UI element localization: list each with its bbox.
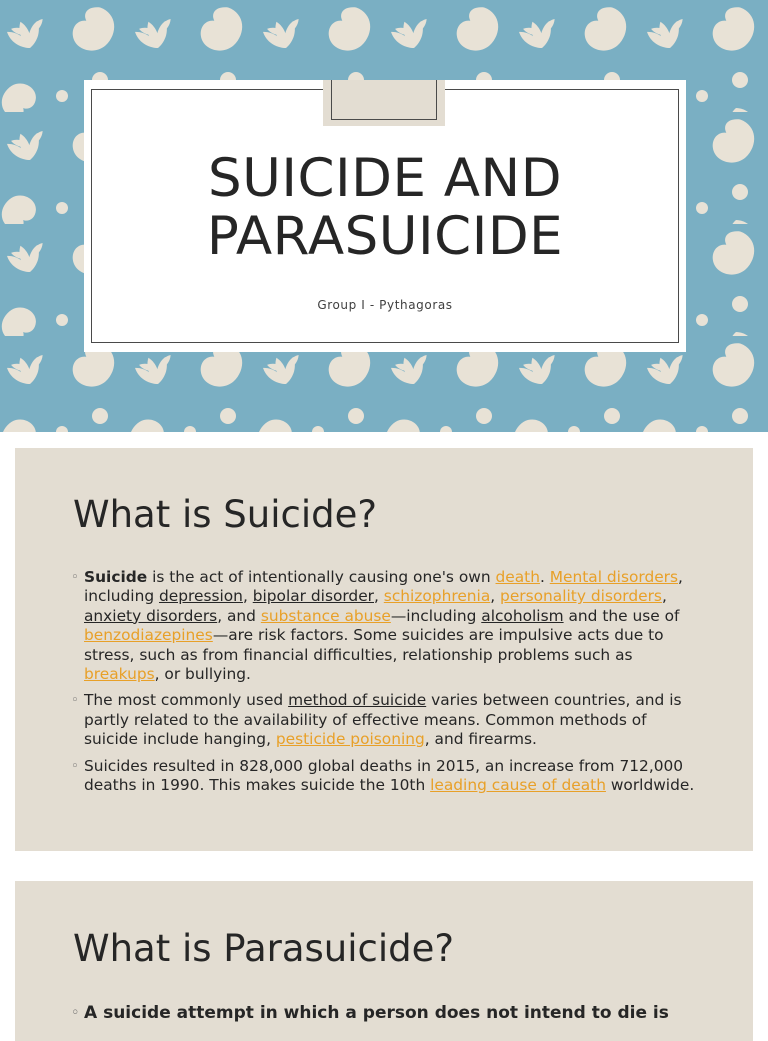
slide-heading: What is Suicide? — [73, 493, 378, 536]
link-benzodiazepines[interactable]: benzodiazepines — [84, 626, 213, 645]
link-breakups[interactable]: breakups — [84, 665, 155, 684]
link-schizophrenia[interactable]: schizophrenia — [383, 587, 491, 606]
page-title — [84, 150, 686, 266]
slide-heading: What is Parasuicide? — [73, 927, 455, 970]
bold-term: Suicide — [84, 568, 148, 586]
bold-definition: A suicide attempt in which a person does not intend to die is — [84, 1003, 669, 1023]
link-death[interactable]: death — [495, 568, 540, 586]
title-line-2: PARASUICIDE — [206, 206, 564, 267]
link-bipolar-disorder[interactable]: bipolar disorder — [252, 587, 374, 606]
title-card — [84, 80, 686, 352]
link-method-of-suicide[interactable]: method of suicide — [288, 691, 427, 710]
card-top-tab — [323, 80, 445, 126]
bullet-list — [73, 568, 698, 802]
link-leading-cause-of-death[interactable]: leading cause of death — [430, 776, 606, 795]
bullet-item: ◦ Suicides resulted in 828,000 global deaths in 2015, an increase from 712,000 deaths in 1990. This makes suicide the 10th leading cause of death worldwide. — [73, 757, 698, 796]
link-pesticide-poisoning[interactable]: pesticide poisoning — [275, 730, 425, 749]
slide-what-is-suicide — [15, 448, 753, 851]
bullet-item: ◦ Suicide is the act of intentionally causing one's own death. Mental disorders, including depression, bipolar disorder, schizophrenia, personality disorders, anxiety disorders, and substance abuse—including alcoholism and the use of benzodiazepines—are risk factors. Some suicides are impulsive acts due to stress, such as from financial difficulties, relationship problems such as breakups, or bullying. — [73, 568, 698, 684]
link-depression[interactable]: depression — [158, 587, 243, 606]
subtitle: Group I - Pythagoras — [317, 298, 453, 312]
link-personality-disorders[interactable]: personality disorders — [500, 587, 662, 606]
bullet-item: ◦ The most commonly used method of suicide varies between countries, and is partly related to the availability of effective means. Common methods of suicide include hanging, pesticide poisoning, and firearms. — [73, 691, 698, 749]
link-alcoholism[interactable]: alcoholism — [481, 606, 564, 625]
slide-what-is-parasuicide — [15, 881, 753, 1041]
title-line-1: SUICIDE AND — [207, 148, 563, 209]
link-anxiety-disorders[interactable]: anxiety disorders — [84, 606, 218, 625]
bullet-item — [73, 1002, 698, 1024]
link-substance-abuse[interactable]: substance abuse — [260, 606, 391, 625]
bullet-list — [73, 1002, 698, 1031]
link-mental-disorders[interactable]: Mental disorders — [549, 568, 679, 586]
title-slide — [0, 0, 768, 432]
